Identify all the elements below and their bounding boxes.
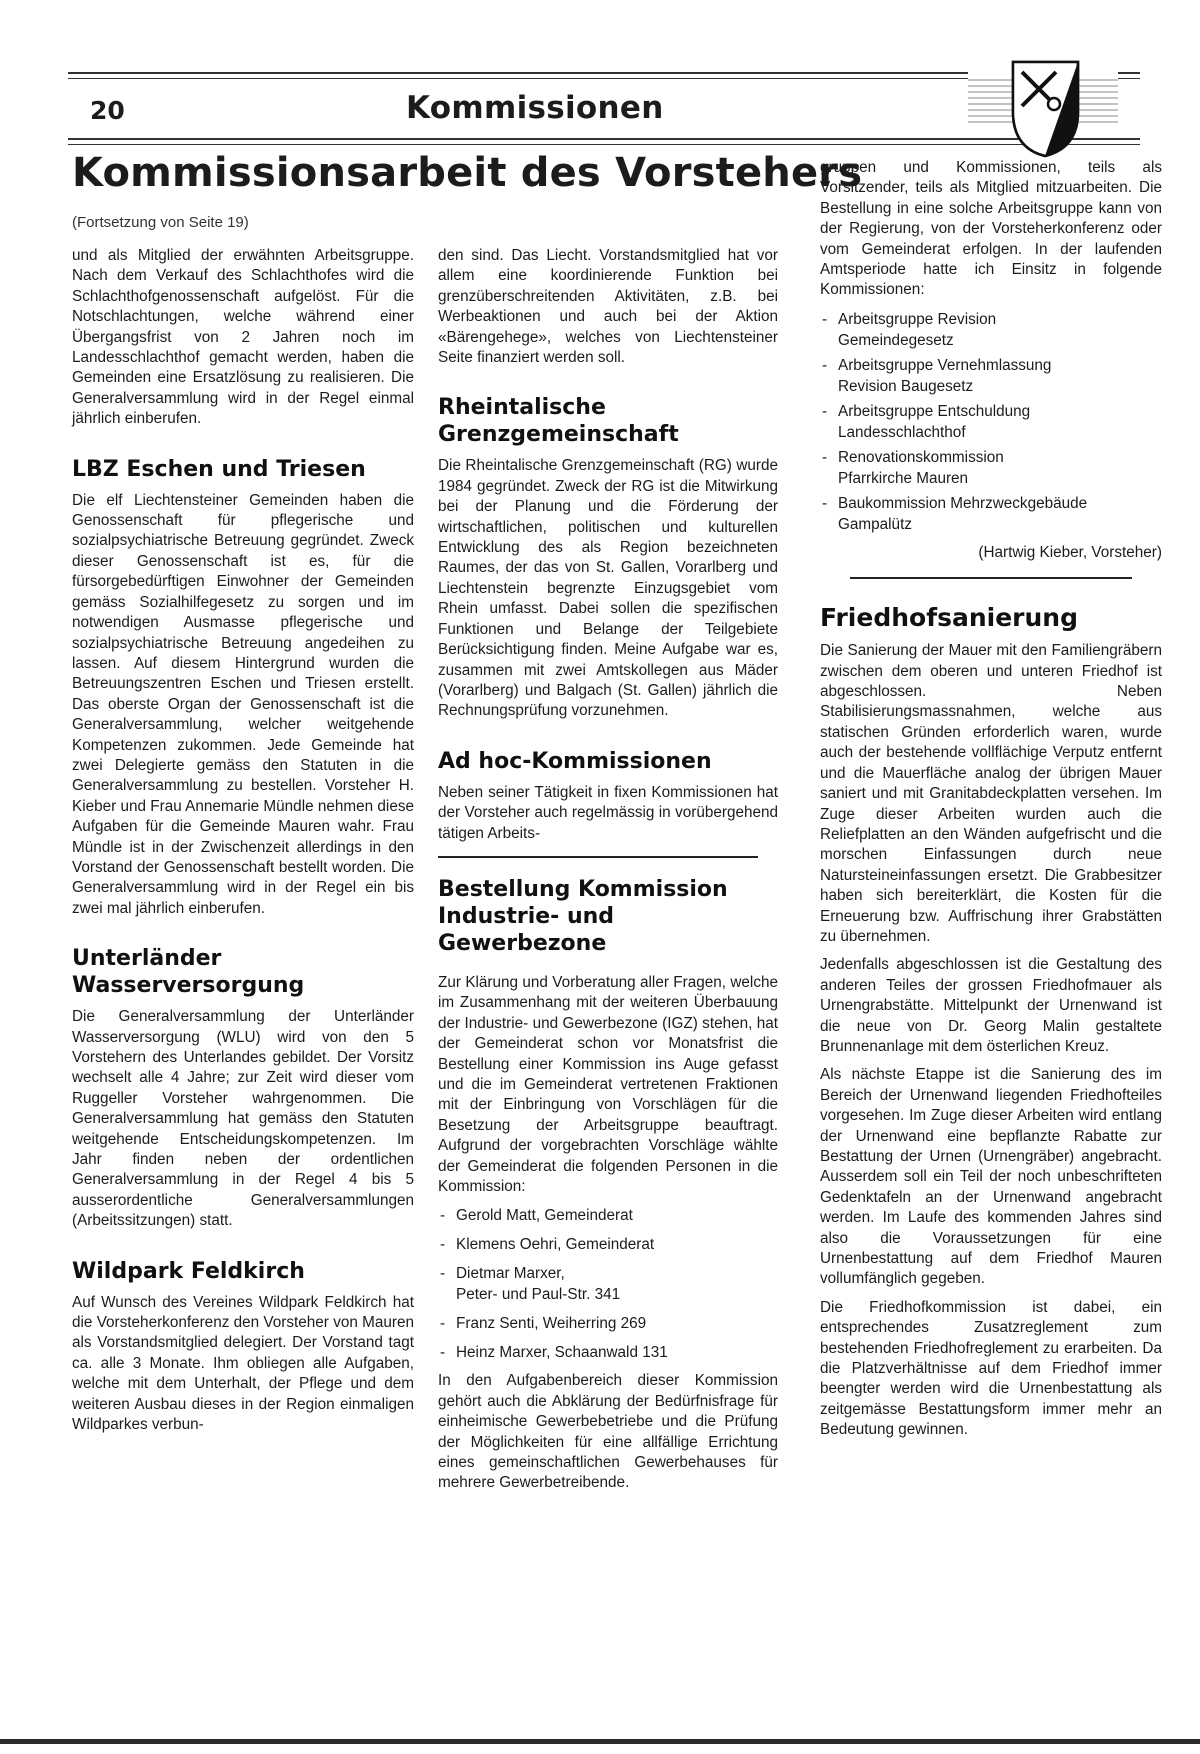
page-header xyxy=(68,60,1140,150)
heading-wlu: Unterländer Wasserversorgung xyxy=(72,946,305,999)
page-number: 20 xyxy=(90,96,125,125)
divider xyxy=(438,856,758,858)
list-item: - Renovationskommission Pfarrkirche Mauren xyxy=(820,447,1162,489)
list-item: - Klemens Oehri, Gemeinderat xyxy=(438,1234,778,1255)
shield-crest-icon xyxy=(968,60,1118,160)
commission-list xyxy=(820,309,1162,535)
list-item: - Heinz Marxer, Schaanwald 131 xyxy=(438,1342,778,1363)
heading-rg: Rheintalische Grenzgemeinschaft xyxy=(438,395,679,448)
paragraph-friedhof-2: Jedenfalls abgeschlossen ist die Gestaltung des anderen Teiles der grossen Friedhofmauer als Urnengrabstätte. Mittelpunkt der Urnenwand ist die neue von Dr. Georg Malin gestaltete Brunnenanlage mit dem österlichen Kreuz. xyxy=(820,956,1162,1055)
list-item: - Dietmar Marxer, Peter- und Paul-Str. 341 xyxy=(438,1263,778,1305)
column-left xyxy=(72,246,414,1444)
paragraph-igz-closing: In den Aufgabenbereich dieser Kommission gehört auch die Abklärung der Bedürfnisfrage für einheimische Gewerbebetriebe und die Prüfung der Möglichkeiten für eine allfällige Errichtung eines gemeinschaftlichen Gewerbehauses für mehrere Gewerbetreibende. xyxy=(438,1372,778,1492)
list-item: - Arbeitsgruppe Revision Gemeindegesetz xyxy=(820,309,1162,351)
heading-lbz: LBZ Eschen und Triesen xyxy=(72,456,366,482)
list-item: - Franz Senti, Weiherring 269 xyxy=(438,1313,778,1334)
article-title: Kommissionsarbeit des Vorstehers xyxy=(72,150,863,196)
paragraph-friedhof-3: Als nächste Etappe ist die Sanierung des im Bereich der Urnenwand liegenden Friedhofteiles vorgesehen. Im Zuge dieser Arbeiten wird entlang der Urnenwand eine bepflanzte Rabatte zur Bestattung der Urnen (Urnengräber) angebracht. Ausserdem soll ein Teil der noch unbeschrifteten Gedenktafeln an der Urnenwand angebracht werden. Im Laufe des kommenden Jahres sind also die Voraussetzungen für eine Urnenbestattung auf dem Friedhof Mauren vollumfänglich gegeben. xyxy=(820,1066,1162,1288)
paragraph-wlu: Die Generalversammlung der Unterländer Wasserversorgung (WLU) wird von den 5 Vorstehern des Unterlandes gebildet. Der Vorsitz wechselt alle 4 Jahre; zur Zeit wird dieser vom Ruggeller Vorsteher wahrgenommen. Die Generalversammlung hat gemäss den Statuten weitgehende Entscheidungskompetenzen. Im Jahr finden neben der ordentlichen Generalversammlung in der Regel 4 bis 5 ausserordentliche Generalversammlungen (Arbeitssitzungen) statt. xyxy=(72,1008,414,1230)
member-list xyxy=(438,1205,778,1363)
paragraph-intro: und als Mitglied der erwähnten Arbeitsgruppe. Nach dem Verkauf des Schlachthofes wird die Schlachthofgenossenschaft aufgelöst. Für die Notschlachtungen, welche während einer Übergangsfrist von 2 Jahren noch im Landesschlachthof gemacht werden, haben die Gemeinden eine Ersatzlösung zu realisieren. Die Generalversammlung wird in der Regel einmal jährlich einberufen. xyxy=(72,247,414,428)
list-item: - Arbeitsgruppe Vernehmlassung Revision Baugesetz xyxy=(820,355,1162,397)
heading-igz: Bestellung Kommission Industrie- und Gewerbezone xyxy=(438,876,728,956)
paragraph-wildpark-cont: den sind. Das Liecht. Vorstandsmitglied hat vor allem eine koordinierende Funktion bei grenzüberschreitenden Aktivitäten, z.B. bei Werbeaktionen und auch bei der Aktion «Bärengehege», welches von Liechtensteiner Seite finanziert werden soll. xyxy=(438,247,778,367)
list-item: - Gerold Matt, Gemeinderat xyxy=(438,1205,778,1226)
column-right xyxy=(820,158,1162,1449)
paragraph-adhoc: Neben seiner Tätigkeit in fixen Kommissionen hat der Vorsteher auch regelmässig in vorübergehend tätigen Arbeits- xyxy=(438,783,778,842)
paragraph-igz: Zur Klärung und Vorberatung aller Fragen, welche im Zusammenhang mit der weiteren Überbauung der Industrie- und Gewerbezone (IGZ) stehen, hat der Gemeinderat schon vor Monatsfrist die Bestellung einer Kommission ins Auge gefasst und die im Gemeinderat vertretenen Fraktionen mit der Einbringung von Vorschlägen für die Besetzung der Arbeitsgruppe beauftragt. Aufgrund der vorgebrachten Vorschläge wählte der Gemeinderat die folgenden Personen in die Kommission: xyxy=(438,973,778,1195)
heading-wildpark: Wildpark Feldkirch xyxy=(72,1258,305,1284)
paragraph-wildpark: Auf Wunsch des Vereines Wildpark Feldkirch hat die Vorsteherkonferenz den Vorsteher von Mauren als Vorstandsmitglied delegiert. Der Vorstand tagt ca. alle 3 Monate. Ihm obliegen alle Aufgaben, welche mit dem Unterhalt, der Pflege und dem weiteren Ausbau dieses in der Region einmaligen Wildparkes verbun- xyxy=(72,1293,414,1434)
divider xyxy=(850,577,1132,579)
column-middle xyxy=(438,246,778,1502)
paragraph-adhoc-cont: gruppen und Kommissionen, teils als Vorsitzender, teils als Mitglied mitzuarbeiten. Die Bestellung in eine solche Arbeitsgruppe kann von der Regierung, von der Vorsteherkonferenz oder vom Gemeinderat erfolgen. In der laufenden Amtsperiode hatte ich Einsitz in folgende Kommissionen: xyxy=(820,159,1162,299)
list-item: - Arbeitsgruppe Entschuldung Landesschlachthof xyxy=(820,401,1162,443)
heading-friedhof: Friedhofsanierung xyxy=(820,603,1078,633)
paragraph-rg: Die Rheintalische Grenzgemeinschaft (RG) wurde 1984 gegründet. Zweck der RG ist die Mitwirkung bei der Planung und die Förderung der wirtschaftlichen, politischen und kulturellen Entwicklung des als Region bezeichneten Raumes, der das von St. Gallen, Vorarlberg und Liechtenstein begrenzte Einzugsgebiet vom Rhein umfasst. Dabei sollen die spezifischen Funktionen und Belange der Teilgebiete Berücksichtigung finden. Meine Aufgabe war es, zusammen mit zwei Amtskollegen aus Mäder (Vorarlberg) und Balgach (St. Gallen) jährlich die Rechnungsprüfung vorzunehmen. xyxy=(438,457,778,720)
section-title: Kommissionen xyxy=(406,90,664,126)
paragraph-lbz: Die elf Liechtensteiner Gemeinden haben die Genossenschaft für pflegerische und sozialpsychiatrische Betreuung gegründet. Zweck dieser Genossenschaft ist es, für die fürsorgebedürftigen Einwohner der Gemeinden gemäss Sozialhilfegesetz zu sorgen und im notwendigen Ausmasse pflegerische und sozialpsychiatrische Betreuung angedeihen zu lassen. Auf diesem Hintergrund wurden die Betreuungszentren Eschen und Triesen erstellt. Das oberste Organ der Genossenschaft ist die Generalversammlung, welcher weitgehende Kompetenzen zukommen. Jede Gemeinde hat zwei Delegierte gemäss den Statuten in die Generalversammlung zu bestellen. Vorsteher H. Kieber und Frau Annemarie Mündle nehmen diese Aufgaben für die Gemeinde Mauren wahr. Frau Mündle ist in der Zwischenzeit allerdings in den Vorstand der Genossenschaft bestellt worden. Die Generalversammlung wird in der Regel ein bis zwei mal jährlich einberufen. xyxy=(72,491,414,917)
signature: (Hartwig Kieber, Vorsteher) xyxy=(978,543,1162,561)
paragraph-friedhof-4: Die Friedhofkommission ist dabei, ein entsprechendes Zusatzreglement zum bestehenden Friedhofreglement zu erarbeiten. Da die Platzverhältnisse auf dem Friedhof immer beengter werden wird die Urnenbestattung als zeitgemässe Bestattungsform immer mehr an Bedeutung gewinnen. xyxy=(820,1298,1162,1439)
heading-adhoc: Ad hoc-Kommissionen xyxy=(438,748,712,774)
list-item: - Baukommission Mehrzweckgebäude Gampalütz xyxy=(820,493,1162,535)
paragraph-friedhof-1: Die Sanierung der Mauer mit den Familiengräbern zwischen dem oberen und unteren Friedhof ist abgeschlossen. Neben Stabilisierungsmassnahmen, welche aus statischen Gründen erforderlich waren, wurde auch der bestehende vollflächige Verputz entfernt und die Mauerfläche analog der übrigen Mauer saniert und mit Granitabdeckplatten versehen. Im Zuge dieser Arbeiten wurden auch die Reliefplatten an den Wänden aufgefrischt und die morschen Einfassungen durch neue Natursteineinfassungen ersetzt. Die Grabbesitzer haben sich bereiterklärt, die Kosten für die Erneuerung bzw. Auffrischung ihrer Grabstätten zu übernehmen. xyxy=(820,642,1162,945)
page-bottom-rule xyxy=(0,1739,1200,1744)
continued-note: (Fortsetzung von Seite 19) xyxy=(72,214,249,231)
